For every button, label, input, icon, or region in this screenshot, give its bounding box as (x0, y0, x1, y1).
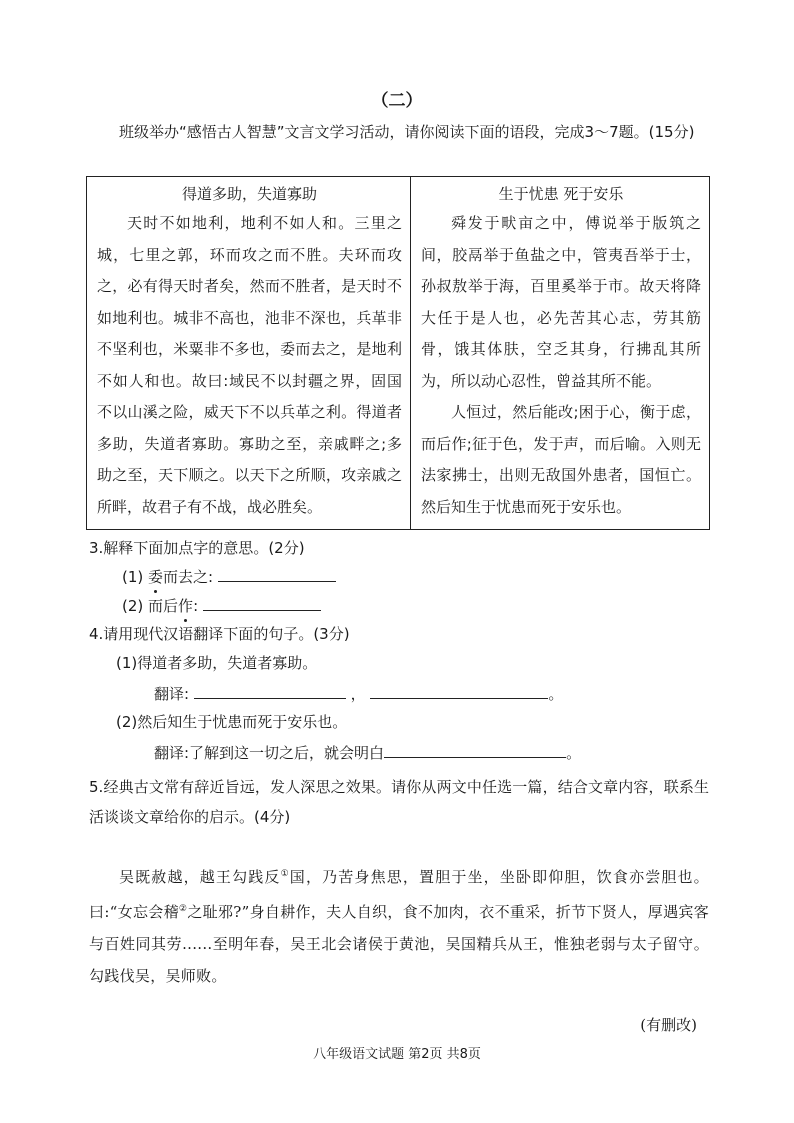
q3-answer-2-blank[interactable] (203, 594, 321, 611)
passage-right-text-2: 人恒过，然后能改;困于心，衡于虑，而后作;征于色，发于声，而后喻。入则无法家拂士，出则无敌国外患者，国恒亡。然后知生于忧患而死于安乐也。 (420, 403, 701, 516)
q4-answer-2-blank[interactable] (384, 741, 566, 758)
q3-item-1-dotted-char: 委 (148, 568, 164, 586)
q4-answer-1a-blank[interactable] (194, 682, 346, 699)
q3-item-1-num: (1) (122, 568, 144, 586)
q4-translation-2-period: 。 (566, 744, 582, 762)
q3-item-2-dotted-char: 作 (178, 597, 194, 615)
source-note: (有删改) (640, 1016, 697, 1034)
passage-table (86, 176, 710, 530)
q4-stem: 4.请用现代汉语翻译下面的句子。(3分) (89, 625, 350, 643)
q4-answer-1b-blank[interactable] (370, 682, 548, 699)
passage-right-text-1: 舜发于畎亩之中，傅说举于版筑之间，胶鬲举于鱼盐之中，管夷吾举于士，孙叔敖举于海，百里奚举于市。故天将降大任于是人也，必先苦其心志，劳其筋骨，饿其体肤，空乏其身，行拂乱其所为，所以动心忍性，曾益其所不能。 (420, 214, 701, 390)
passage-left (87, 177, 411, 529)
q3-item-2 (122, 594, 321, 617)
q4-translation-1-period: 。 (548, 685, 564, 703)
q3-stem: 3.解释下面加点字的意思。(2分) (89, 539, 305, 557)
passage-left-title: 得道多助，失道寡助 (181, 185, 317, 203)
intro-text: 班级举办“感悟古人智慧”文言文学习活动，请你阅读下面的语段，完成3～7题。(15分) (119, 123, 695, 141)
q3-item-1-rest: 而去之: (163, 568, 214, 586)
q4-translation-2-label: 翻译:了解到这一切之后，就会明白 (154, 744, 385, 762)
q3-item-2-rest: : (193, 597, 199, 615)
q4-translation-1 (154, 682, 563, 705)
q3-item-1 (122, 565, 336, 588)
passage-left-text: 天时不如地利，地利不如人和。三里之城，七里之郭，环而攻之而不胜。夫环而攻之，必有得天时者矣，然而不胜者，是天时不如地利也。城非不高也，池非不深也，兵革非不坚利也，米粟非不多也，委而去之，是地利不如人和也。故曰:域民不以封疆之界，固国不以山溪之险，威天下不以兵革之利。得道者多助，失道者寡助。寡助之至，亲戚畔之;多助之至，天下顺之。以天下之所顺，攻亲戚之所畔，故君子有不战，战必胜矣。 (97, 214, 402, 516)
q3-answer-1-blank[interactable] (218, 565, 336, 582)
section-title: （二） (371, 91, 423, 111)
q4-item-1: (1)得道者多助，失道者寡助。 (116, 654, 318, 672)
q4-translation-1-comma: ， (350, 685, 366, 703)
classic-part-3: 之耻邪?”身自耕作，夫人自织，食不加肉，衣不重采，折节下贤人，厚遇宾客与百姓同其劳......至明年春，吴王北会诸侯于黄池，吴国精兵从王，惟独老弱与太子留守。勾践伐吴，吴师败。 (89, 903, 710, 985)
footnote-mark-1: ① (280, 869, 290, 879)
footnote-mark-2: ② (178, 904, 188, 914)
q4-translation-2 (154, 741, 581, 764)
classic-passage (89, 858, 709, 992)
q5-text: 5.经典古文常有辞近旨远，发人深思之效果。请你从两文中任选一篇，结合文章内容，联系生活谈谈文章给你的启示。(4分) (89, 778, 709, 826)
q3-item-2-num: (2) (122, 597, 144, 615)
passage-right (411, 177, 709, 529)
passage-right-title: 生于忧患 死于安乐 (498, 185, 624, 203)
q4-translation-1-label: 翻译: (154, 685, 190, 703)
classic-part-1: 吴既赦越，越王勾践反 (119, 868, 281, 886)
q4-item-2: (2)然后知生于忧患而死于安乐也。 (116, 713, 348, 731)
classic-part-2: 国，乃苦身焦思，置胆于坐，坐卧即仰胆，饮食亦尝胆也。曰:“女忘会稽 (89, 868, 709, 921)
page-footer: 八年级语文试题 第2页 共8页 (313, 1047, 481, 1062)
q3-item-2-pre: 而后 (148, 597, 179, 615)
